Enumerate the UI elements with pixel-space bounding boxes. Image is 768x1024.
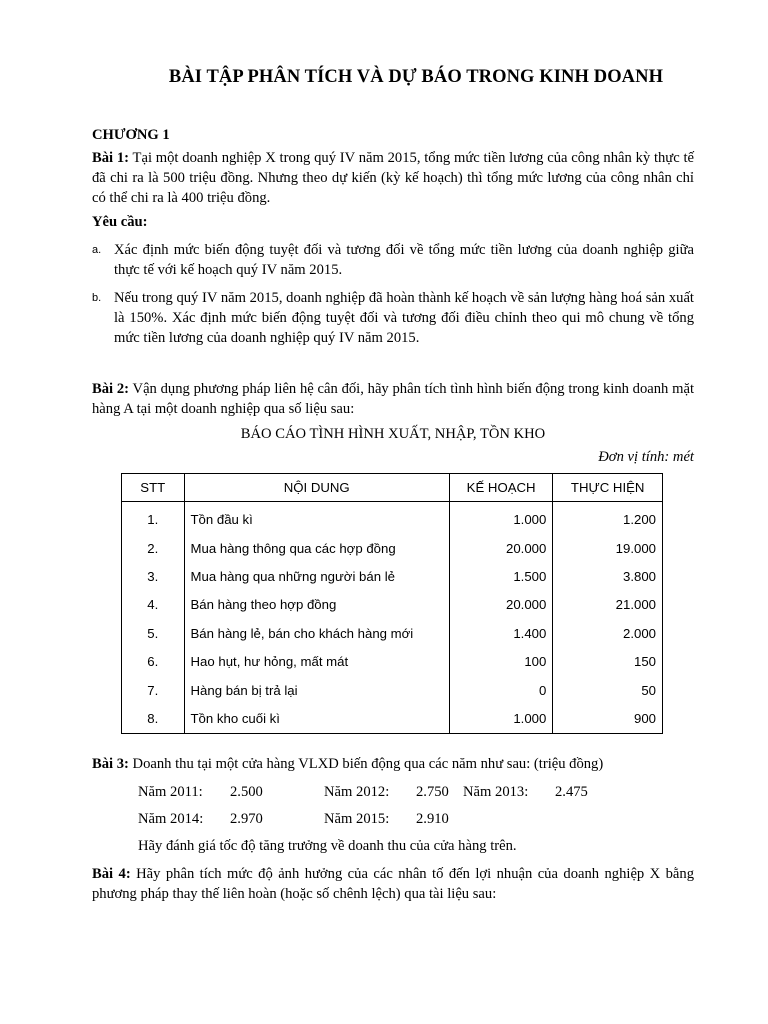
cell-actual: 2.000 xyxy=(553,620,663,648)
cell-content: Tồn kho cuối kì xyxy=(184,705,449,734)
table-row xyxy=(122,705,663,734)
cell-plan: 20.000 xyxy=(449,591,552,619)
unit-label: Đơn vị tính: mét xyxy=(598,449,694,465)
cell-actual: 21.000 xyxy=(553,591,663,619)
chapter-heading: CHƯƠNG 1 xyxy=(92,127,170,143)
cell-plan: 1.500 xyxy=(449,563,552,591)
requirement-item-b xyxy=(92,288,694,348)
requirement-text: Xác định mức biến động tuyệt đối và tương đối về tổng mức tiền lương của doanh nghiệp giữa thực tế với kế hoạch quý IV năm 2015. xyxy=(114,242,694,278)
list-marker: b. xyxy=(92,292,102,304)
year-label: Năm 2013: xyxy=(463,784,529,800)
table-row xyxy=(122,534,663,562)
year-label: Năm 2011: xyxy=(138,784,203,800)
column-header-actual: THỰC HIỆN xyxy=(553,474,663,502)
table-row xyxy=(122,620,663,648)
year-label: Năm 2015: xyxy=(324,811,390,827)
exercise-3-text: Doanh thu tại một cửa hàng VLXD biến động qua các năm như sau: (triệu đồng) xyxy=(128,756,604,772)
exercise-2-label: Bài 2: xyxy=(92,381,130,397)
year-value: 2.750 xyxy=(416,784,449,800)
cell-plan: 0 xyxy=(449,676,552,704)
exercise-2-text: Vận dụng phương pháp liên hệ cân đối, hãy phân tích tình hình biến động trong kinh doanh mặt hàng A tại một doanh nghiệp qua số liệu sau: xyxy=(92,381,695,417)
cell-content: Bán hàng theo hợp đồng xyxy=(184,591,449,619)
requirement-item-a xyxy=(92,240,694,280)
cell-plan: 1.000 xyxy=(449,502,552,535)
cell-content: Mua hàng qua những người bán lẻ xyxy=(184,563,449,591)
cell-plan: 20.000 xyxy=(449,534,552,562)
exercise-3-paragraph xyxy=(92,754,694,774)
table-title: BÁO CÁO TÌNH HÌNH XUẤT, NHẬP, TỒN KHO xyxy=(240,426,546,442)
exercise-1-text: Tại một doanh nghiệp X trong quý IV năm 2015, tổng mức tiền lương của công nhân kỳ thực tế đã chi ra là 500 triệu đồng. Nhưng theo dự kiến (kỳ kế hoạch) thì tổng mức lương của công nhân chỉ có thể chi ra là 400 triệu đồng. xyxy=(92,150,695,206)
exercise-3-label: Bài 3: xyxy=(92,756,129,772)
document-title: BÀI TẬP PHÂN TÍCH VÀ DỰ BÁO TRONG KINH DOANH xyxy=(168,67,664,87)
year-value: 2.970 xyxy=(230,811,263,827)
exercise-1-label: Bài 1: xyxy=(92,150,130,166)
table-row xyxy=(122,591,663,619)
year-label: Năm 2014: xyxy=(138,811,204,827)
cell-stt: 4. xyxy=(122,591,185,619)
cell-stt: 3. xyxy=(122,563,185,591)
cell-actual: 1.200 xyxy=(553,502,663,535)
cell-content: Mua hàng thông qua các hợp đồng xyxy=(184,534,449,562)
year-value: 2.910 xyxy=(416,811,449,827)
year-label: Năm 2012: xyxy=(324,784,390,800)
exercise-3-question: Hãy đánh giá tốc độ tăng trưởng về doanh thu của cửa hàng trên. xyxy=(138,838,517,854)
column-header-stt: STT xyxy=(122,474,185,502)
exercise-2-paragraph xyxy=(92,379,694,419)
table-row xyxy=(122,502,663,535)
cell-stt: 5. xyxy=(122,620,185,648)
table-header-row xyxy=(122,474,663,502)
cell-stt: 8. xyxy=(122,705,185,734)
year-value: 2.500 xyxy=(230,784,263,800)
requirement-heading: Yêu cầu: xyxy=(92,214,148,230)
cell-stt: 1. xyxy=(122,502,185,535)
cell-stt: 6. xyxy=(122,648,185,676)
cell-actual: 50 xyxy=(553,676,663,704)
cell-content: Bán hàng lẻ, bán cho khách hàng mới xyxy=(184,620,449,648)
table-row xyxy=(122,676,663,704)
cell-plan: 100 xyxy=(449,648,552,676)
year-value: 2.475 xyxy=(555,784,588,800)
cell-actual: 3.800 xyxy=(553,563,663,591)
exercise-4-paragraph xyxy=(92,864,694,904)
cell-stt: 7. xyxy=(122,676,185,704)
cell-plan: 1.000 xyxy=(449,705,552,734)
column-header-plan: KẾ HOẠCH xyxy=(449,474,552,502)
cell-plan: 1.400 xyxy=(449,620,552,648)
list-marker: a. xyxy=(92,244,102,256)
exercise-1-paragraph xyxy=(92,148,694,208)
exercise-4-label: Bài 4: xyxy=(92,866,131,882)
cell-content: Tồn đầu kì xyxy=(184,502,449,535)
cell-actual: 19.000 xyxy=(553,534,663,562)
cell-stt: 2. xyxy=(122,534,185,562)
table-row xyxy=(122,648,663,676)
column-header-content: NỘI DUNG xyxy=(184,474,449,502)
cell-actual: 150 xyxy=(553,648,663,676)
cell-content: Hao hụt, hư hỏng, mất mát xyxy=(184,648,449,676)
requirement-text: Nếu trong quý IV năm 2015, doanh nghiệp đã hoàn thành kế hoạch về sản lượng hàng hoá sản xuất là 150%. Xác định mức biến động tuyệt đối và tương đối điều chỉnh theo qui mô chung về tổng mức tiền lương của doanh nghiệp quý IV năm 2015. xyxy=(114,290,694,346)
exercise-4-text: Hãy phân tích mức độ ảnh hưởng của các nhân tố đến lợi nhuận của doanh nghiệp X bằng phương pháp thay thế liên hoàn (hoặc số chênh lệch) qua tài liệu sau: xyxy=(92,866,694,902)
cell-content: Hàng bán bị trả lại xyxy=(184,676,449,704)
table-row xyxy=(122,563,663,591)
inventory-table xyxy=(121,473,663,734)
cell-actual: 900 xyxy=(553,705,663,734)
